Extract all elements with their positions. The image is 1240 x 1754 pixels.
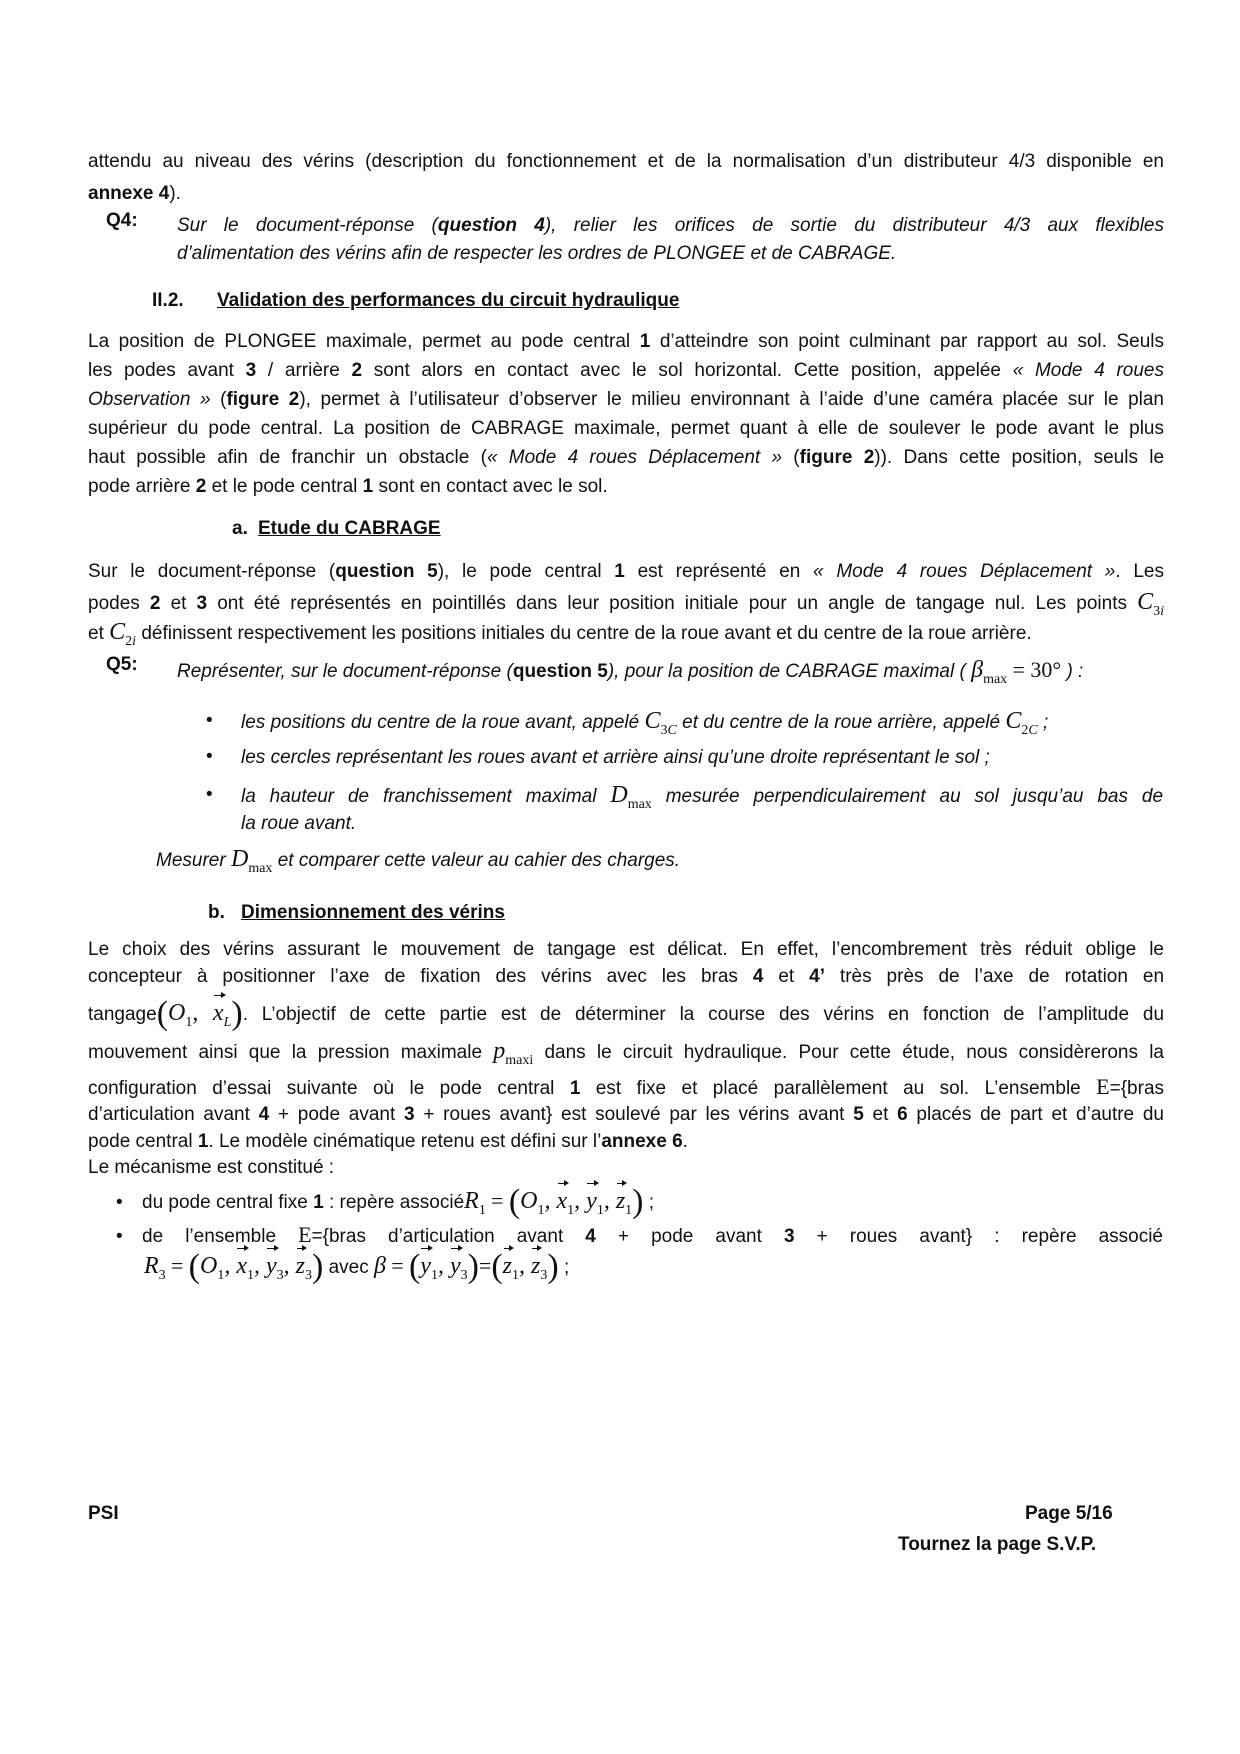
para-3-line-1: Le choix des vérins assurant le mouvement de tangage est délicat. En effet, l’encombrement très réduit oblige le: [88, 939, 1164, 960]
intro-line-1: attendu au niveau des vérins (description du fonctionnement et de la normalisation d’un distributeur 4/3 disponible en: [88, 151, 1164, 172]
list-bullet-2: •: [116, 1226, 123, 1247]
bullet-3: •: [206, 784, 213, 805]
question-5-label: Q5:: [106, 654, 138, 675]
math-eq-30deg: = 30°: [1012, 657, 1062, 682]
subsection-a-title: Etude du CABRAGE: [258, 518, 441, 539]
para-1-line-4: supérieur du pode central. La position de CABRAGE maximale, permet quant à elle de soulever le pode avant le plus: [88, 418, 1164, 439]
para-1-line-3: Observation » (figure 2), permet à l’utilisateur d’observer le milieu environnant à l’aide d’une caméra placée sur le plan: [88, 389, 1164, 410]
math-c3i: $C_{3i}$: [1137, 589, 1165, 619]
math-beta-max: $\beta_{max}$: [971, 657, 1008, 687]
math-beta: β: [374, 1253, 386, 1279]
para-3-line-2: concepteur à positionner l’axe de fixation des vérins avec les bras 4 et 4’ très près de l’axe de rotation en: [88, 966, 1165, 987]
math-z1-z3: $z_1$, $z_3$: [503, 1253, 548, 1279]
footer-turn-page: Tournez la page S.V.P.: [898, 1534, 1097, 1555]
para-3-line-6: d’articulation avant 4 + pode avant 3 + roues avant} est soulevé par les vérins avant 5 et 6 placés de part et d’autre du: [88, 1104, 1164, 1125]
q5-bullet-1: les positions du centre de la roue avant, appelé $C_{3C}$ et du centre de la roue arrière, appelé $C_{2C}$ ;: [241, 708, 1049, 738]
section-title: Validation des performances du circuit hydraulique: [217, 290, 680, 311]
math-p-maxi: $p_{maxi}$: [493, 1038, 534, 1068]
subsection-b-letter: b.: [208, 902, 225, 923]
math-c2c: $C_{2C}$: [1005, 708, 1038, 738]
math-y1-y3: $y_1$, $y_3$: [420, 1253, 467, 1279]
list-item-1: du pode central fixe 1 : repère associéR$_1$ = ($O_1$, $x_1$, $y_1$, $z_1$) ;: [142, 1183, 655, 1220]
bullet-1: •: [206, 710, 213, 731]
para-2-line-2: podes 2 et 3 ont été représentés en pointillés dans leur position initiale pour un angle de tangage nul. Les points $C_{3i}$: [88, 589, 1165, 619]
list-item-2-line-2: $R_3 = (O_1$, $x_1$, $y_3$, $z_3$) avec $\beta = (y_1$, $y_3)=(z_1$, $z_3$) ;: [144, 1248, 570, 1285]
math-d-max-2: $D_{max}$: [230, 846, 273, 876]
para-3-line-3: $tangage(O_1$, $x_L$). L’objectif de cette partie est de déterminer la course des vérins en fonction de l’amplitude du: [88, 995, 1165, 1032]
math-d-max: $D_{max}$: [610, 782, 652, 812]
q5-measure: Mesurer $D_{max}$ et comparer cette valeur au cahier des charges.: [156, 846, 681, 876]
intro-line-2: annexe 4).: [88, 183, 181, 204]
para-3-line-4: mouvement ainsi que la pression maximale $p_{maxi}$ dans le circuit hydraulique. Pour cette étude, nous considèrerons la: [88, 1038, 1165, 1068]
q5-bullet-3-line-2: la roue avant.: [241, 813, 357, 834]
para-3-line-7: pode central 1. Le modèle cinématique retenu est défini sur l’annexe 6.: [88, 1131, 688, 1152]
para-1-line-6: pode arrière 2 et le pode central 1 sont en contact avec le sol.: [88, 476, 608, 497]
para-3-line-5: configuration d’essai suivante où le pode central 1 est fixe et placé parallèlement au sol. L’ensemble E={bras: [88, 1074, 1165, 1099]
q5-bullet-3-line-1: la hauteur de franchissement maximal $D_{max}$ mesurée perpendiculairement au sol jusqu’au bas de: [241, 782, 1164, 812]
math-r1: $R_1$: [464, 1188, 486, 1218]
q5-bullet-2: les cercles représentant les roues avant et arrière ainsi qu’une droite représentant le sol ;: [241, 747, 990, 768]
para-2-line-3: et $C_{2i}$ définissent respectivement les positions initiales du centre de la roue avant et du centre de la roue arrière.: [88, 619, 1032, 649]
subsection-b-title: Dimensionnement des vérins: [241, 902, 505, 923]
math-o1-xl: $O_1$, $x_L$: [168, 1000, 231, 1026]
question-5-line-1: Représenter, sur le document-réponse (question 5), pour la position de CABRAGE maximal ( $\beta_{max} = 30^\circ$ ) :: [177, 657, 1084, 687]
para-1-line-2: les podes avant 3 / arrière 2 sont alors en contact avec le sol horizontal. Cette position, appelée « Mode 4 roues: [88, 360, 1164, 381]
math-c2i: $C_{2i}$: [109, 619, 137, 649]
bullet-2: •: [206, 746, 213, 767]
question-4-line-2: d’alimentation des vérins afin de respecter les ordres de PLONGEE et de CABRAGE.: [177, 243, 897, 264]
list-bullet-1: •: [116, 1192, 123, 1213]
question-4-label: Q4:: [106, 210, 138, 231]
para-2-line-1: Sur le document-réponse (question 5), le pode central 1 est représenté en « Mode 4 roues Déplacement ». Les: [88, 561, 1164, 582]
question-4-line-1: Sur le document-réponse (question 4), relier les orifices de sortie du distributeur 4/3 aux flexibles: [177, 215, 1164, 236]
section-number: II.2.: [152, 290, 184, 311]
document-page: [88, 0, 1164, 1754]
math-r3: $R_3$: [144, 1253, 166, 1283]
math-r3-frame: $O_1$, $x_1$, $y_3$, $z_3$: [200, 1253, 312, 1279]
footer-left: PSI: [88, 1503, 119, 1524]
list-item-2-line-1: de l’ensemble E={bras d’articulation avant 4 + pode avant 3 + roues avant} : repère associé: [142, 1222, 1163, 1247]
footer-page-number: Page 5/16: [1025, 1503, 1113, 1524]
subsection-a-letter: a.: [232, 518, 248, 539]
math-r1-frame: $O_1$, $x_1$, $y_1$, $z_1$: [520, 1188, 632, 1214]
math-c3c: $C_{3C}$: [644, 708, 677, 738]
para-1-line-5: haut possible afin de franchir un obstacle (« Mode 4 roues Déplacement » (figure 2)). Dans cette position, seuls le: [88, 447, 1165, 468]
para-3-line-8: Le mécanisme est constitué :: [88, 1157, 335, 1178]
para-1-line-1: La position de PLONGEE maximale, permet au pode central 1 d’atteindre son point culminant par rapport au sol. Seuls: [88, 331, 1164, 352]
